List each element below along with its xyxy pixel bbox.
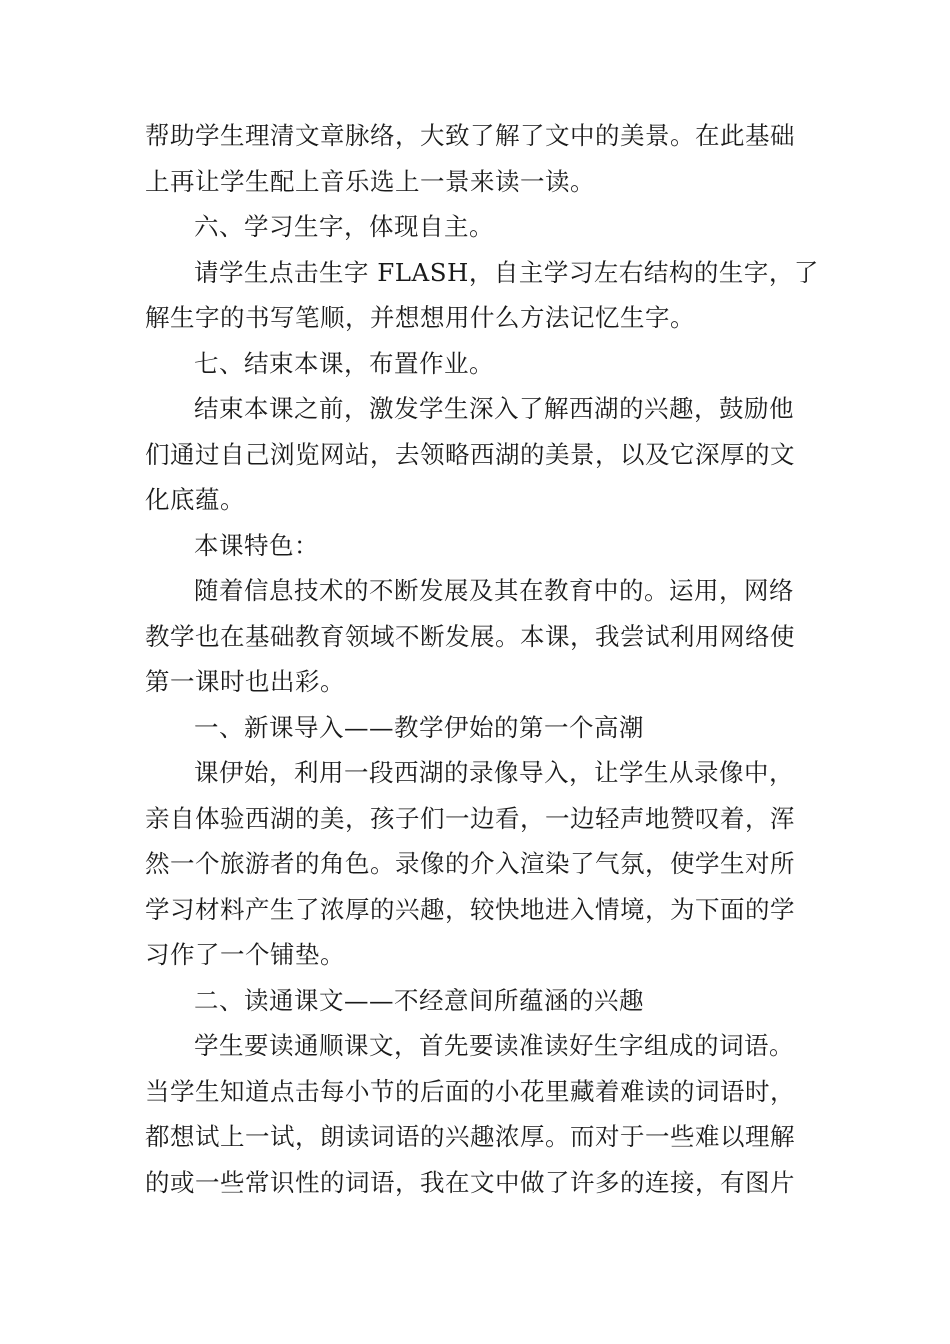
document-body bbox=[145, 113, 819, 1205]
text-line: 习作了一个铺垫。 bbox=[145, 940, 345, 969]
text-line: 解生字的书写笔顺，并想想用什么方法记忆生字。 bbox=[145, 303, 695, 332]
text-line: 学习材料产生了浓厚的兴趣，较快地进入情境，为下面的学 bbox=[145, 894, 795, 924]
text-line: 上再让学生配上音乐选上一景来读一读。 bbox=[145, 166, 595, 196]
text-line: 第一课时也出彩。 bbox=[145, 667, 345, 696]
text-line: 然一个旅游者的角色。录像的介入渲染了气氛，使学生对所 bbox=[145, 849, 795, 878]
text-line: 请学生点击生字 FLASH，自主学习左右结构的生字，了 bbox=[194, 257, 819, 287]
section-heading: 七、结束本课，布置作业。 bbox=[194, 348, 494, 378]
text-line: 都想试上一试，朗读词语的兴趣浓厚。而对于一些难以理解 bbox=[145, 1122, 795, 1151]
text-line: 教学也在基础教育领域不断发展。本课，我尝试利用网络使 bbox=[145, 621, 795, 651]
text-line: 结束本课之前，激发学生深入了解西湖的兴趣，鼓励他 bbox=[194, 394, 794, 423]
text-line: 帮助学生理清文章脉络，大致了解了文中的美景。在此基础 bbox=[145, 121, 795, 150]
text-line: 课伊始，利用一段西湖的录像导入，让学生从录像中， bbox=[194, 758, 794, 787]
text-line: 亲自体验西湖的美，孩子们一边看，一边轻声地赞叹着，浑 bbox=[145, 803, 795, 833]
text-line: 当学生知道点击每小节的后面的小花里藏着难读的词语时， bbox=[145, 1076, 795, 1106]
section-heading: 本课特色： bbox=[194, 530, 319, 560]
text-line: 化底蕴。 bbox=[145, 485, 245, 514]
section-heading: 一、新课导入——教学伊始的第一个高潮 bbox=[194, 712, 644, 742]
text-line: 们通过自己浏览网站，去领略西湖的美景，以及它深厚的文 bbox=[145, 439, 795, 469]
text-line: 学生要读通顺课文，首先要读准读好生字组成的词语。 bbox=[194, 1031, 794, 1060]
text-line: 随着信息技术的不断发展及其在教育中的。运用，网络 bbox=[194, 576, 794, 605]
section-heading: 六、学习生字，体现自主。 bbox=[194, 212, 494, 241]
text-line: 的或一些常识性的词语，我在文中做了许多的连接，有图片 bbox=[145, 1167, 795, 1197]
section-heading: 二、读通课文——不经意间所蕴涵的兴趣 bbox=[194, 985, 644, 1015]
